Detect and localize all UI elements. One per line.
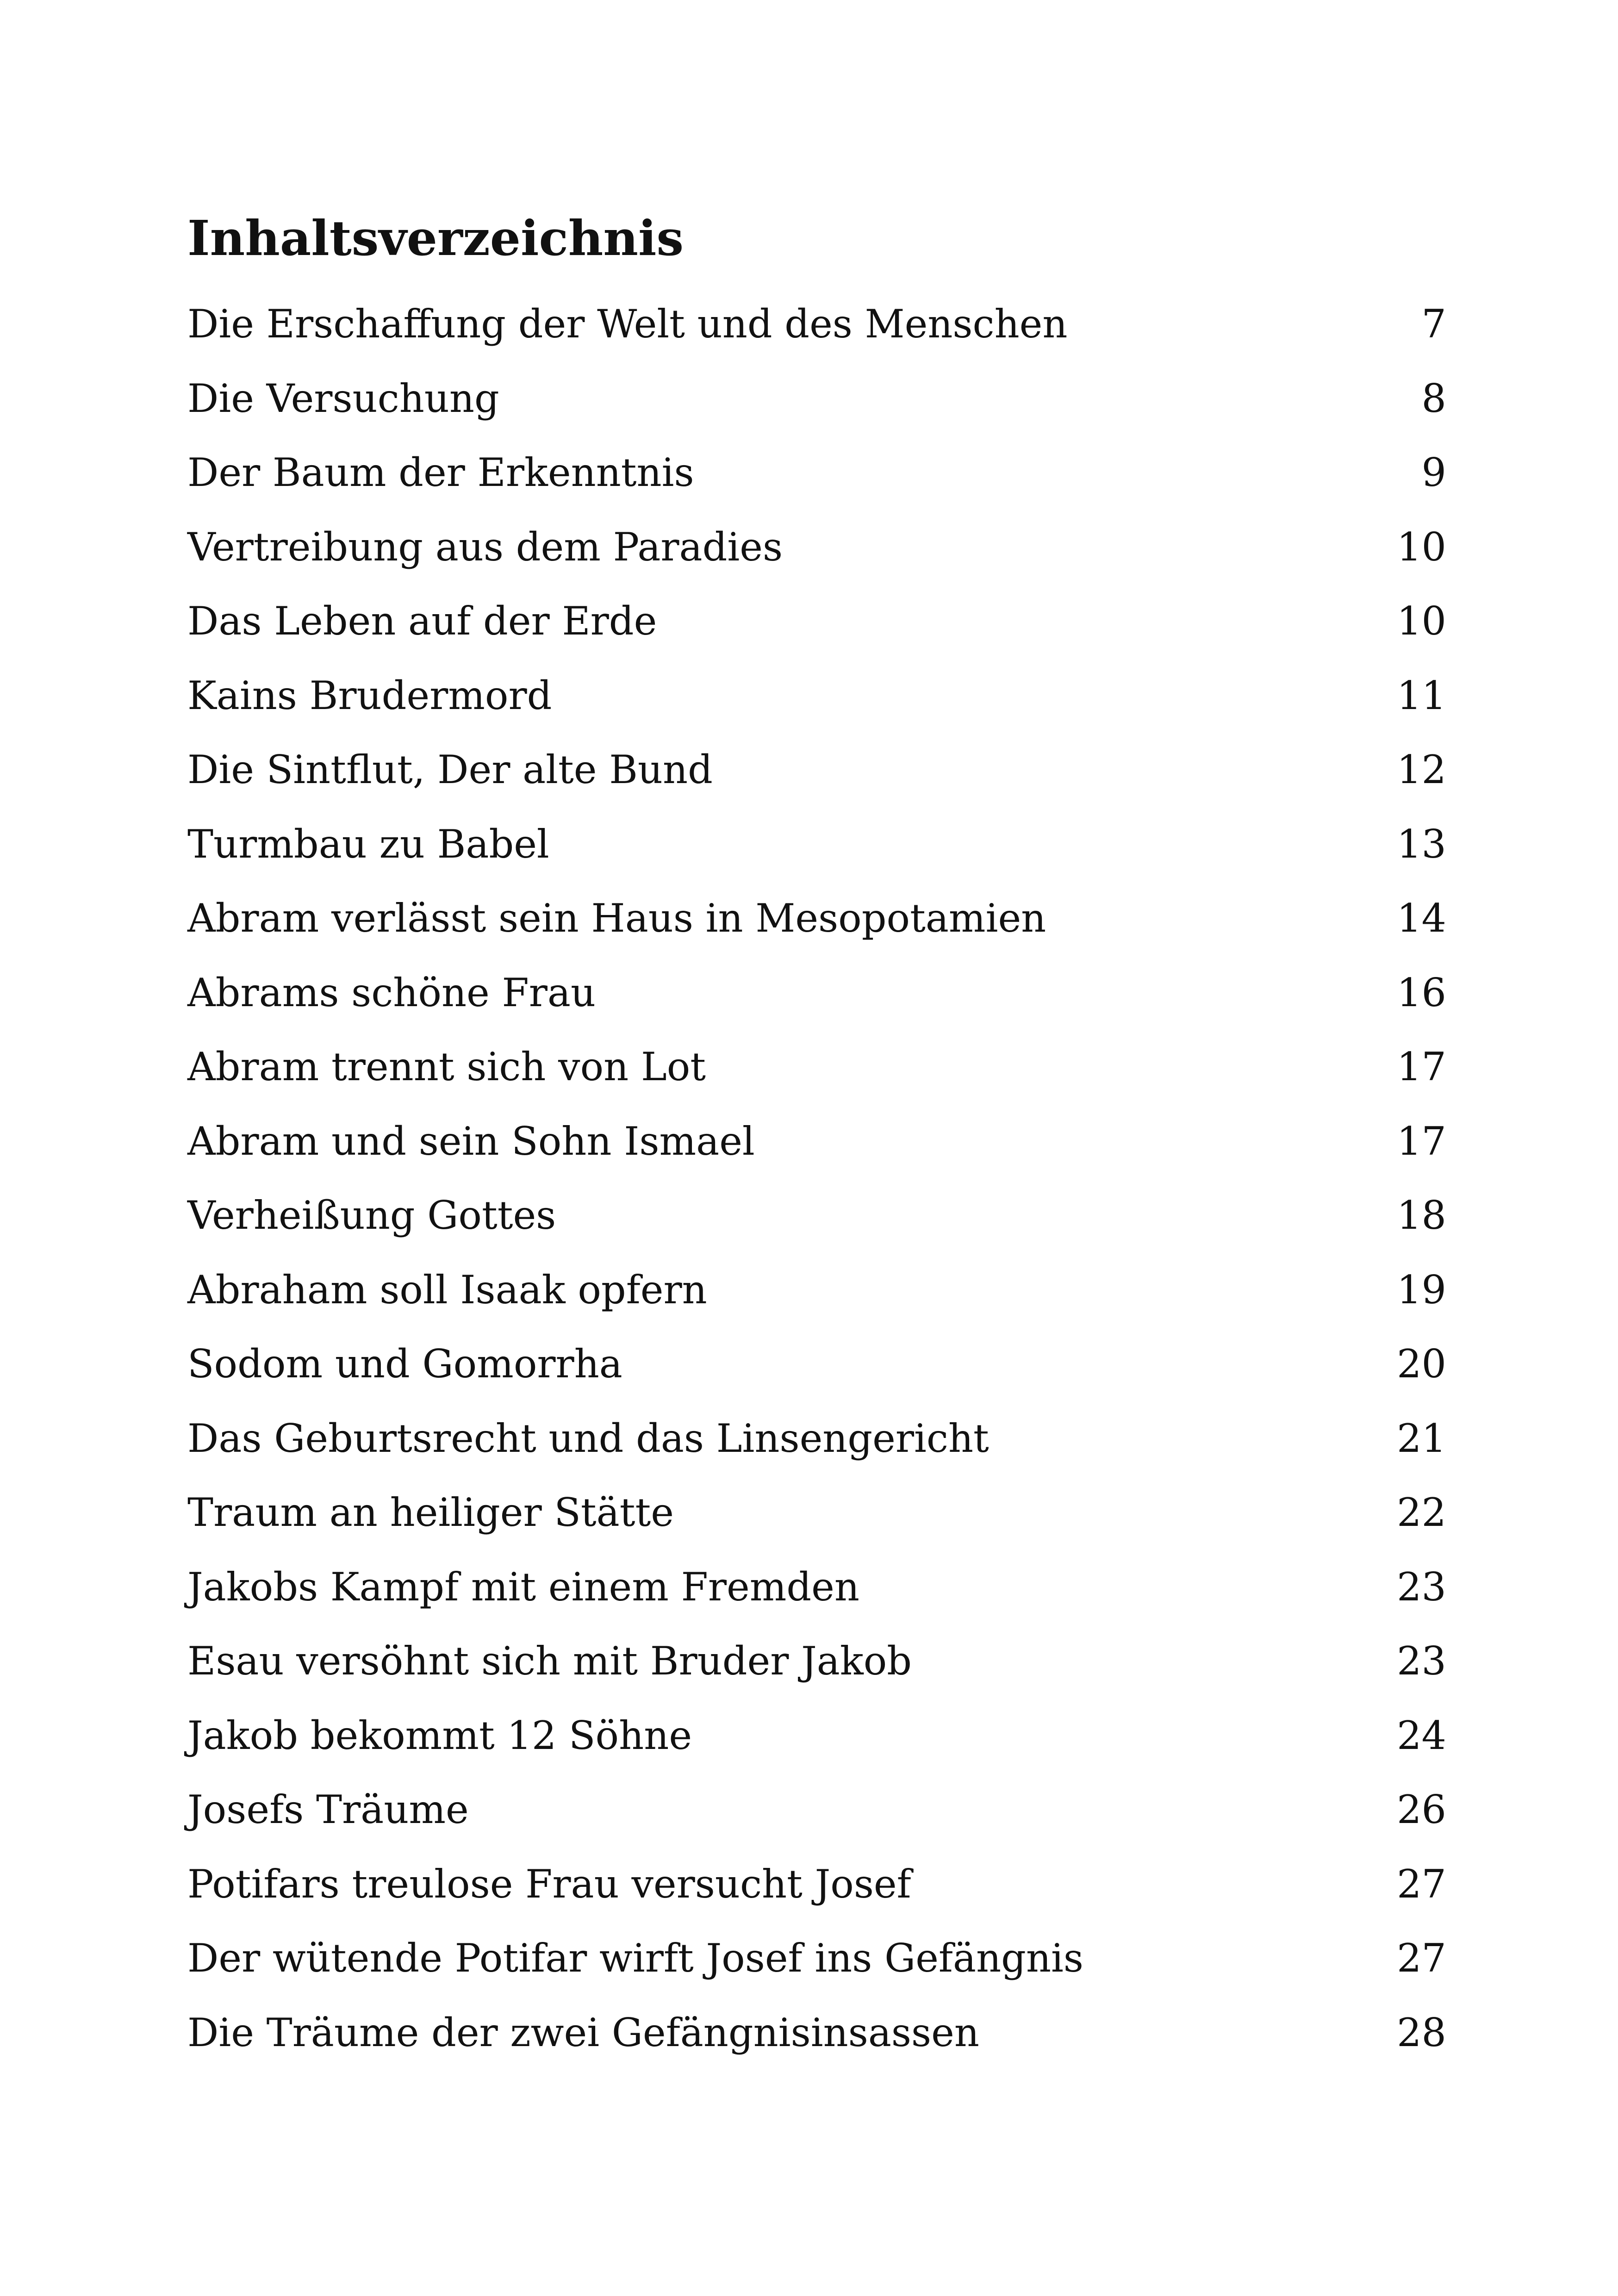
toc-entry	[187, 1178, 1446, 1253]
toc-entry-title: Abraham soll Isaak opfern	[187, 1267, 707, 1313]
toc-entry-title: Potifars treulose Frau versucht Josef	[187, 1861, 911, 1907]
toc-entry-page: 11	[1397, 672, 1446, 718]
toc-entry-title: Kains Brudermord	[187, 672, 552, 718]
toc-entry	[187, 1475, 1446, 1550]
toc-entry	[187, 1253, 1446, 1327]
toc-entry-title: Turmbau zu Babel	[187, 821, 549, 867]
toc-heading: Inhaltsverzeichnis	[187, 210, 684, 267]
toc-entry	[187, 1030, 1446, 1104]
toc-entry-title: Das Leben auf der Erde	[187, 598, 657, 644]
toc-entry-title: Abrams schöne Frau	[187, 970, 596, 1015]
toc-entry-page: 20	[1397, 1341, 1446, 1387]
toc-entry	[187, 1550, 1446, 1624]
toc-entry-title: Vertreibung aus dem Paradies	[187, 524, 783, 570]
toc-entry-title: Esau versöhnt sich mit Bruder Jakob	[187, 1638, 912, 1684]
toc-entry-page: 26	[1397, 1787, 1446, 1833]
toc-entry-page: 14	[1397, 896, 1446, 941]
toc-entry-page: 18	[1397, 1193, 1446, 1238]
toc-entry	[187, 659, 1446, 733]
toc-entry	[187, 807, 1446, 882]
toc-entry-page: 10	[1397, 598, 1446, 644]
toc-entry-page: 12	[1397, 747, 1446, 793]
toc-entry-title: Die Sintflut, Der alte Bund	[187, 747, 713, 793]
toc-entry-page: 28	[1397, 2010, 1446, 2055]
toc-entry	[187, 361, 1446, 436]
toc-entry-title: Abram und sein Sohn Ismael	[187, 1118, 755, 1164]
toc-entry	[187, 1327, 1446, 1401]
toc-entry-title: Die Träume der zwei Gefängnisinsassen	[187, 2010, 979, 2055]
toc-entry-title: Abram verlässt sein Haus in Mesopotamien	[187, 896, 1046, 941]
toc-entry-title: Der wütende Potifar wirft Josef ins Gefängnis	[187, 1935, 1084, 1981]
toc-entry-title: Verheißung Gottes	[187, 1193, 556, 1238]
toc-entry-title: Sodom und Gomorrha	[187, 1341, 622, 1387]
toc-entry-page: 17	[1397, 1044, 1446, 1090]
toc-entry-title: Jakob bekommt 12 Söhne	[187, 1712, 692, 1758]
toc-entry	[187, 1699, 1446, 1773]
toc-list	[187, 287, 1446, 2070]
toc-entry-title: Das Geburtsrecht und das Linsengericht	[187, 1415, 989, 1461]
toc-entry-page: 27	[1397, 1861, 1446, 1907]
toc-entry-page: 9	[1421, 450, 1446, 496]
toc-entry	[187, 436, 1446, 510]
toc-entry-title: Der Baum der Erkenntnis	[187, 450, 694, 496]
toc-entry	[187, 584, 1446, 659]
toc-entry	[187, 881, 1446, 956]
toc-entry-page: 21	[1397, 1415, 1446, 1461]
toc-entry	[187, 510, 1446, 585]
toc-entry	[187, 1847, 1446, 1922]
toc-entry	[187, 287, 1446, 361]
toc-entry	[187, 1773, 1446, 1847]
toc-entry	[187, 1996, 1446, 2070]
toc-entry-page: 16	[1397, 970, 1446, 1015]
toc-entry-page: 7	[1421, 301, 1446, 347]
toc-entry-page: 17	[1397, 1118, 1446, 1164]
toc-entry	[187, 733, 1446, 807]
toc-entry	[187, 956, 1446, 1030]
toc-entry	[187, 1104, 1446, 1179]
toc-entry-page: 27	[1397, 1935, 1446, 1981]
toc-entry-page: 8	[1421, 375, 1446, 421]
toc-entry-title: Abram trennt sich von Lot	[187, 1044, 706, 1090]
toc-entry-title: Jakobs Kampf mit einem Fremden	[187, 1564, 859, 1610]
toc-entry-title: Die Versuchung	[187, 375, 499, 421]
toc-entry-title: Die Erschaffung der Welt und des Menschen	[187, 301, 1068, 347]
toc-entry-title: Traum an heiliger Stätte	[187, 1490, 674, 1536]
toc-entry-page: 24	[1397, 1712, 1446, 1758]
toc-entry-page: 23	[1397, 1638, 1446, 1684]
toc-entry-page: 10	[1397, 524, 1446, 570]
toc-entry-title: Josefs Träume	[187, 1787, 469, 1833]
toc-entry	[187, 1624, 1446, 1699]
toc-entry-page: 23	[1397, 1564, 1446, 1610]
toc-entry	[187, 1921, 1446, 1996]
toc-entry-page: 22	[1397, 1490, 1446, 1536]
toc-entry-page: 13	[1397, 821, 1446, 867]
toc-entry-page: 19	[1397, 1267, 1446, 1313]
toc-entry	[187, 1401, 1446, 1476]
